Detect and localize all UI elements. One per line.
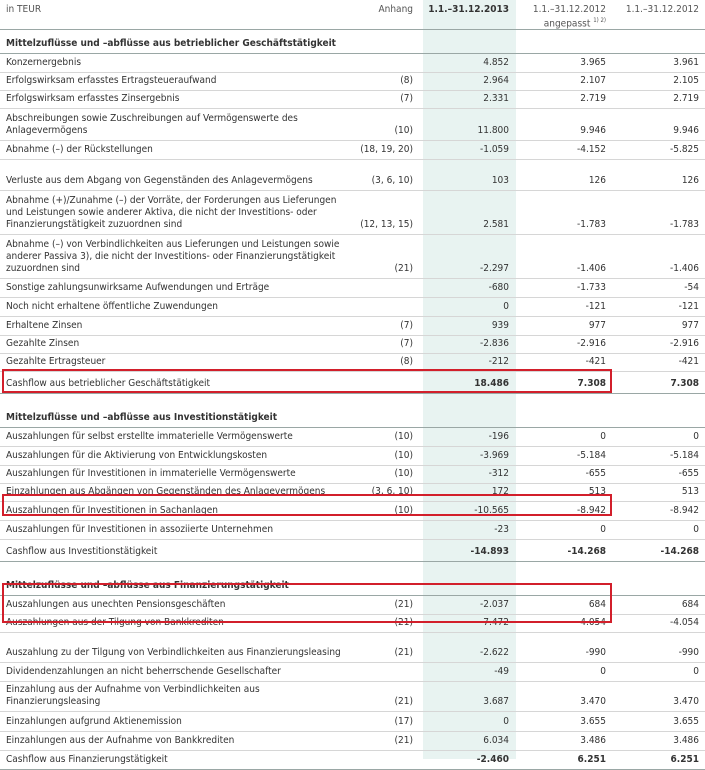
value-2013: -10.565 xyxy=(474,505,509,516)
value-2012: -2.916 xyxy=(670,338,699,349)
value-2013: -312 xyxy=(488,468,509,479)
value-2012-adjusted: 3.470 xyxy=(580,696,606,707)
table-row xyxy=(0,428,705,447)
value-2012: -54 xyxy=(684,282,699,293)
value-2012-adjusted: 3.655 xyxy=(580,716,606,727)
note-ref: (8) xyxy=(400,356,413,367)
table-row xyxy=(0,521,705,540)
row-label: Gezahlte Zinsen xyxy=(6,338,80,349)
value-2012-adjusted: -5.184 xyxy=(577,450,606,461)
row-label: Cashflow aus Finanzierungstätigkeit xyxy=(6,754,168,765)
note-ref: (7) xyxy=(400,338,413,349)
value-2013: 103 xyxy=(491,175,509,186)
value-2013: -196 xyxy=(488,431,509,442)
col-2012-adjusted-header: 1.1.–31.12.2012 angepasst $^{1) 2)}$ xyxy=(532,4,606,30)
note-ref: (7) xyxy=(400,320,413,331)
row-label: Auszahlungen für Investitionen in immaterielle Vermögenswerte xyxy=(6,468,296,479)
row-label: Erfolgswirksam erfasstes Ertragsteueraufwand xyxy=(6,75,217,86)
note-ref: (18, 19, 20) xyxy=(360,144,413,155)
value-2013: 0 xyxy=(503,716,509,727)
value-2013: -7.472 xyxy=(480,617,509,628)
value-2013: 2.964 xyxy=(483,75,509,86)
value-2013: -212 xyxy=(488,356,509,367)
value-2012-adjusted: 513 xyxy=(588,486,606,497)
value-2013: -23 xyxy=(494,524,509,535)
value-2012: 0 xyxy=(693,524,699,535)
table-row xyxy=(0,141,705,160)
total-row xyxy=(0,540,705,562)
row-label: Erfolgswirksam erfasstes Zinsergebnis xyxy=(6,93,180,104)
col-2012-header: 1.1.–31.12.2012 xyxy=(625,4,699,15)
row-label: Abnahme (–) der Rückstellungen xyxy=(6,144,153,155)
row-label: Auszahlung zu der Tilgung von Verbindlichkeiten aus Finanzierungsleasing xyxy=(6,647,341,658)
table-row xyxy=(0,596,705,615)
note-column-header: Anhang xyxy=(378,4,413,15)
value-2013: -3.969 xyxy=(480,450,509,461)
value-2012-adjusted: 684 xyxy=(588,599,606,610)
value-2012: -1.783 xyxy=(670,219,699,230)
value-2012: -990 xyxy=(678,647,699,658)
row-label: Verluste aus dem Abgang von Gegenständen des Anlagevermögens xyxy=(6,175,313,186)
table-row xyxy=(0,712,705,732)
note-ref: (17) xyxy=(394,716,413,727)
unit-label: in TEUR xyxy=(6,4,42,15)
table-row xyxy=(0,354,705,372)
value-2012-adjusted: -4.152 xyxy=(577,144,606,155)
table-row xyxy=(0,73,705,91)
value-2013: 4.852 xyxy=(483,57,509,68)
value-2013: 0 xyxy=(503,301,509,312)
value-2012: -14.268 xyxy=(660,546,699,557)
spacer-row xyxy=(0,394,705,408)
value-2013: -2.460 xyxy=(476,754,509,765)
value-2012-adjusted: 7.308 xyxy=(577,378,606,389)
total-row xyxy=(0,751,705,770)
value-2012: -121 xyxy=(678,301,699,312)
row-label: Cashflow aus Investitionstätigkeit xyxy=(6,546,158,557)
table-row xyxy=(0,447,705,466)
row-label: Mittelzuflüsse und –abflüsse aus Investitionstätigkeit xyxy=(6,412,278,423)
value-2012: 7.308 xyxy=(670,378,699,389)
value-2012: 2.719 xyxy=(673,93,699,104)
section-header xyxy=(0,576,705,596)
table-row xyxy=(0,317,705,336)
total-row xyxy=(0,372,705,394)
table-row xyxy=(0,109,705,141)
value-2012: 2.105 xyxy=(673,75,699,86)
note-ref: (21) xyxy=(394,263,413,274)
value-2012-adjusted: -1.406 xyxy=(577,263,606,274)
table-row xyxy=(0,298,705,317)
table-row xyxy=(0,633,705,663)
section-header xyxy=(0,408,705,428)
value-2012-adjusted: 3.486 xyxy=(580,735,606,746)
row-label: Mittelzuflüsse und –abflüsse aus Finanzierungstätigkeit xyxy=(6,580,289,591)
value-2013: -14.893 xyxy=(470,546,509,557)
value-2012: 0 xyxy=(693,666,699,677)
value-2013: -2.622 xyxy=(480,647,509,658)
value-2012-adjusted: 0 xyxy=(600,524,606,535)
row-label: Sonstige zahlungsunwirksame Aufwendungen und Erträge xyxy=(6,282,270,293)
value-2013: 2.331 xyxy=(483,93,509,104)
value-2012: 3.655 xyxy=(673,716,699,727)
row-label: Cashflow aus betrieblicher Geschäftstätigkeit xyxy=(6,378,211,389)
note-ref: (10) xyxy=(394,505,413,516)
row-label: Noch nicht erhaltene öffentliche Zuwendungen xyxy=(6,301,218,312)
value-2012-adjusted: 0 xyxy=(600,431,606,442)
value-2012: 0 xyxy=(693,431,699,442)
value-2012-adjusted: -2.916 xyxy=(577,338,606,349)
value-2013: 3.687 xyxy=(483,696,509,707)
table-row xyxy=(0,502,705,521)
value-2012: 9.946 xyxy=(673,125,699,136)
note-ref: (21) xyxy=(394,647,413,658)
value-2012: -421 xyxy=(678,356,699,367)
value-2013: 6.034 xyxy=(483,735,509,746)
value-2012: -655 xyxy=(678,468,699,479)
row-label: Einzahlungen aus der Aufnahme von Bankkrediten xyxy=(6,735,235,746)
value-2012-adjusted: -1.783 xyxy=(577,219,606,230)
value-2013: 172 xyxy=(491,486,509,497)
note-ref: (10) xyxy=(394,125,413,136)
value-2012: 3.470 xyxy=(673,696,699,707)
value-2012-adjusted: -121 xyxy=(585,301,606,312)
note-ref: (7) xyxy=(400,93,413,104)
value-2012-adjusted: 6.251 xyxy=(577,754,606,765)
value-2012: -8.942 xyxy=(670,505,699,516)
value-2012-adjusted: 3.965 xyxy=(580,57,606,68)
value-2012: 684 xyxy=(681,599,699,610)
row-label: Abnahme (–) von Verbindlichkeiten aus Lieferungen und Leistungen sowie anderer Passiva 3), die nicht der Investitions- oder Finanzierungstätigkeit zuzuordnen sind xyxy=(6,239,340,274)
table-row xyxy=(0,54,705,73)
note-ref: (21) xyxy=(394,696,413,707)
table-row xyxy=(0,663,705,682)
table-row xyxy=(0,235,705,279)
value-2013: -2.836 xyxy=(480,338,509,349)
row-label: Auszahlungen für Investitionen in assoziierte Unternehmen xyxy=(6,524,274,535)
note-ref: (21) xyxy=(394,599,413,610)
value-2012-adjusted: -14.268 xyxy=(567,546,606,557)
note-ref: (3, 6, 10) xyxy=(371,486,413,497)
note-ref: (10) xyxy=(394,431,413,442)
col-2013-header: 1.1.–31.12.2013 xyxy=(428,4,509,15)
table-row xyxy=(0,336,705,354)
table-row xyxy=(0,91,705,109)
table-row xyxy=(0,682,705,712)
value-2012-adjusted: -4.054 xyxy=(577,617,606,628)
value-2012-adjusted: 2.719 xyxy=(580,93,606,104)
note-ref: (10) xyxy=(394,468,413,479)
value-2013: 2.581 xyxy=(483,219,509,230)
value-2012: 126 xyxy=(681,175,699,186)
table-row xyxy=(0,191,705,235)
row-label: Mittelzuflüsse und –abflüsse aus betrieblicher Geschäftstätigkeit xyxy=(6,38,336,49)
row-label: Einzahlungen aufgrund Aktienemission xyxy=(6,716,182,727)
table-row xyxy=(0,484,705,502)
row-label: Auszahlungen aus der Tilgung von Bankkrediten xyxy=(6,617,224,628)
value-2012: 3.486 xyxy=(673,735,699,746)
value-2012-adjusted: -655 xyxy=(585,468,606,479)
value-2012-adjusted: 977 xyxy=(588,320,606,331)
note-ref: (10) xyxy=(394,450,413,461)
note-ref: (21) xyxy=(394,735,413,746)
value-2012-adjusted: 0 xyxy=(600,666,606,677)
value-2012: -5.825 xyxy=(670,144,699,155)
table-row xyxy=(0,279,705,298)
value-2013: -1.059 xyxy=(480,144,509,155)
value-2013: 11.800 xyxy=(477,125,509,136)
spacer-row xyxy=(0,562,705,576)
value-2012: -1.406 xyxy=(670,263,699,274)
table-row xyxy=(0,466,705,484)
value-2012: -4.054 xyxy=(670,617,699,628)
value-2012-adjusted: 9.946 xyxy=(580,125,606,136)
row-label: Dividendenzahlungen an nicht beherrschende Gesellschafter xyxy=(6,666,281,677)
table-row xyxy=(0,615,705,633)
value-2013: -2.297 xyxy=(480,263,509,274)
value-2012-adjusted: -990 xyxy=(585,647,606,658)
value-2012-adjusted: -421 xyxy=(585,356,606,367)
row-label: Auszahlungen für selbst erstellte immaterielle Vermögenswerte xyxy=(6,431,293,442)
value-2012: -5.184 xyxy=(670,450,699,461)
section-header xyxy=(0,30,705,54)
value-2012-adjusted: -1.733 xyxy=(577,282,606,293)
note-ref: (3, 6, 10) xyxy=(371,175,413,186)
value-2012-adjusted: 2.107 xyxy=(580,75,606,86)
value-2012: 6.251 xyxy=(670,754,699,765)
note-ref: (8) xyxy=(400,75,413,86)
table-header xyxy=(0,0,705,30)
row-label: Auszahlungen aus unechten Pensionsgeschäften xyxy=(6,599,226,610)
row-label: Auszahlungen für die Aktivierung von Entwicklungskosten xyxy=(6,450,268,461)
value-2013: -680 xyxy=(488,282,509,293)
value-2013: -49 xyxy=(494,666,509,677)
value-2012-adjusted: -8.942 xyxy=(577,505,606,516)
table-row xyxy=(0,160,705,191)
row-label: Abschreibungen sowie Zuschreibungen auf Vermögenswerte des Anlagevermögens xyxy=(6,113,298,136)
value-2013: -2.037 xyxy=(480,599,509,610)
value-2013: 18.486 xyxy=(474,378,509,389)
value-2012-adjusted: 126 xyxy=(588,175,606,186)
row-label: Abnahme (+)/Zunahme (–) der Vorräte, der Forderungen aus Lieferungen und Leistungen sowie anderer Aktiva, die nicht der Investitions- oder Finanzierungstätigkeit zuzuordnen sind xyxy=(6,195,337,230)
row-label: Erhaltene Zinsen xyxy=(6,320,83,331)
row-label: Konzernergebnis xyxy=(6,57,81,68)
value-2012: 3.961 xyxy=(673,57,699,68)
value-2012: 513 xyxy=(681,486,699,497)
row-label: Gezahlte Ertragsteuer xyxy=(6,356,106,367)
value-2012: 977 xyxy=(681,320,699,331)
note-ref: (12, 13, 15) xyxy=(360,219,413,230)
value-2013: 939 xyxy=(491,320,509,331)
note-ref: (21) xyxy=(394,617,413,628)
row-label: Auszahlungen für Investitionen in Sachanlagen xyxy=(6,505,218,516)
row-label: Einzahlungen aus Abgängen von Gegenständen des Anlagevermögens xyxy=(6,486,326,497)
row-label: Einzahlung aus der Aufnahme von Verbindlichkeiten aus Finanzierungsleasing xyxy=(6,684,260,707)
table-row xyxy=(0,732,705,751)
